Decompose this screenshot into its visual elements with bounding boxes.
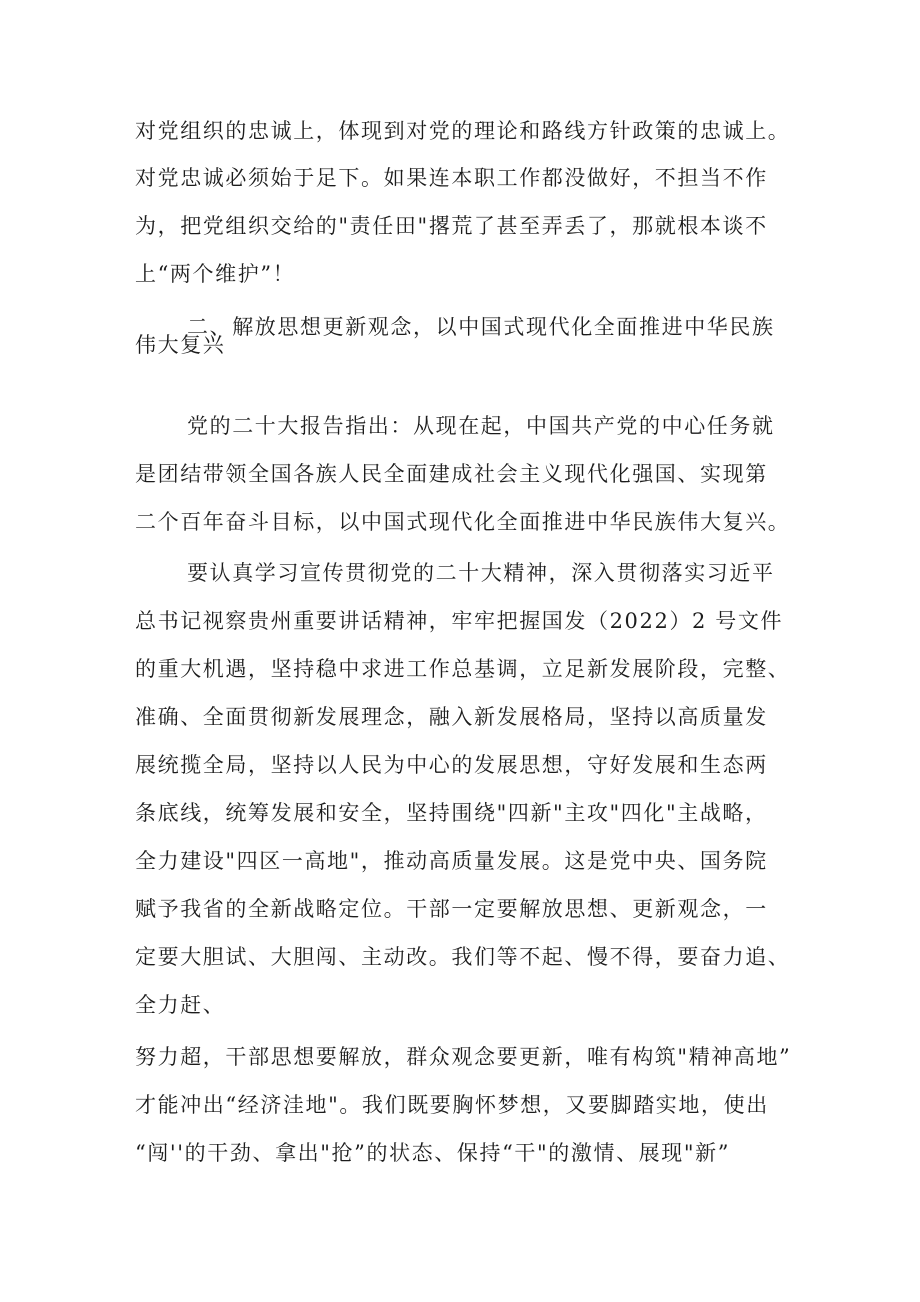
text-line: 展统揽全局，坚持以人民为中心的发展思想，守好发展和生态两 — [135, 753, 768, 777]
paragraph-start: 要认真学习宣传贯彻党的二十大精神，深入贯彻落实习近平 — [187, 561, 775, 585]
text-line: 对党忠诚必须始于足下。如果连本职工作都没做好，不担当不作 — [135, 166, 768, 190]
text-line: 是团结带领全国各族人民全面建成社会主义现代化强国、实现第 — [135, 462, 768, 486]
text-line: 全力建设"四区一高地"，推动高质量发展。这是党中央、国务院 — [135, 849, 768, 873]
text-line: 努力超，干部思想要解放，群众观念要更新，唯有构筑"精神高地” — [135, 1045, 792, 1069]
text-line: 为，把党组织交给的"责任田"撂荒了甚至弄丢了，那就根本谈不 — [135, 214, 768, 238]
text-line: 条底线，统筹发展和安全，坚持围绕"四新"主攻"四化"主战略， — [135, 801, 768, 825]
text-line: 上“两个维护”！ — [135, 262, 296, 286]
section-heading-cont: 伟大复兴 — [135, 333, 226, 357]
text-line: “闯''的干劲、拿出"抢”的状态、保持“干"的激情、展现"新” — [135, 1141, 731, 1165]
text-line: 全力赶、 — [135, 993, 226, 1017]
text-line: 对党组织的忠诚上，体现到对党的理论和路线方针政策的忠诚上。 — [135, 119, 791, 143]
text-line: 总书记视察贵州重要讲话精神，牢牢把握国发（2022）2 号文件 — [135, 609, 784, 633]
text-line: 才能冲出“经济洼地"。我们既要胸怀梦想，又要脚踏实地，使出 — [135, 1093, 769, 1117]
paragraph-start: 党的二十大报告指出：从现在起，中国共产党的中心任务就 — [187, 414, 775, 438]
text-line: 的重大机遇，坚持稳中求进工作总基调，立足新发展阶段，完整、 — [135, 657, 791, 681]
text-line: 定要大胆试、大胆闯、主动改。我们等不起、慢不得，要奋力追、 — [135, 945, 791, 969]
text-line: 二个百年奋斗目标，以中国式现代化全面推进中华民族伟大复兴。 — [135, 510, 791, 534]
text-line: 准确、全面贯彻新发展理念，融入新发展格局，坚持以高质量发 — [135, 705, 768, 729]
section-heading: 二、解放思想更新观念，以中国式现代化全面推进中华民族 — [187, 315, 775, 339]
text-line: 赋予我省的全新战略定位。干部一定要解放思想、更新观念，一 — [135, 897, 768, 921]
